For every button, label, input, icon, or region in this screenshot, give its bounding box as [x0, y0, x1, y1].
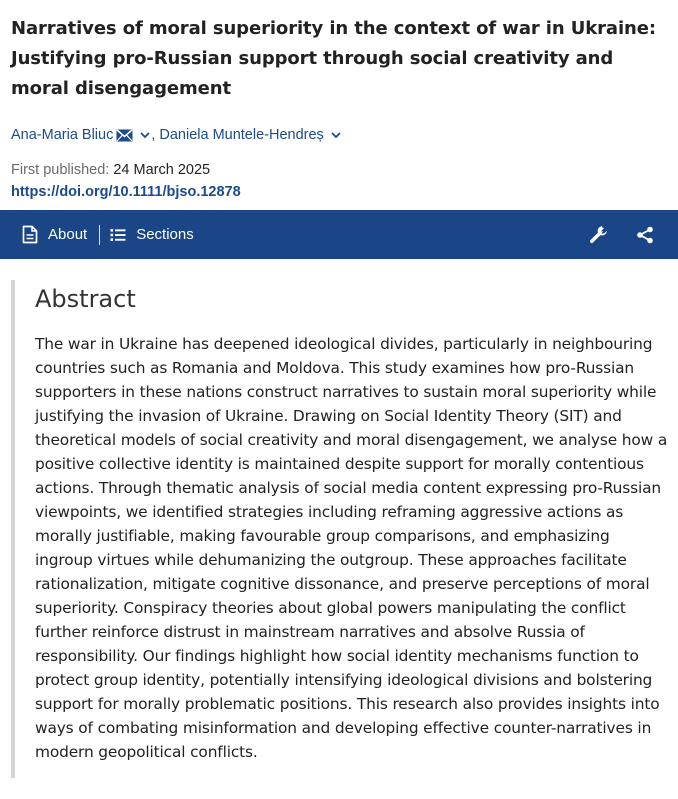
article-title: Narratives of moral superiority in the context of war in Ukraine: Justifying pro-Russian support through social creativity and moral disengagement	[11, 18, 656, 99]
sections-button[interactable]	[100, 210, 194, 259]
author-list	[11, 126, 667, 144]
list-icon	[110, 228, 126, 242]
about-button[interactable]	[0, 210, 99, 259]
wrench-icon[interactable]	[588, 224, 610, 246]
first-published-date: 24 March 2025	[113, 162, 211, 178]
abstract-section	[11, 280, 678, 778]
envelope-icon[interactable]	[116, 129, 133, 142]
publication-info	[11, 160, 667, 180]
toolbar-actions	[588, 224, 678, 246]
article-header	[0, 0, 678, 202]
abstract-heading: Abstract	[35, 285, 136, 313]
sections-label: Sections	[136, 226, 194, 243]
author-link[interactable]: Daniela Muntele-Hendreș	[159, 127, 324, 143]
chevron-down-icon[interactable]	[331, 131, 341, 139]
doi-link[interactable]: https://doi.org/10.1111/bjso.12878	[11, 184, 241, 200]
about-label: About	[48, 226, 88, 243]
document-icon	[22, 225, 38, 244]
share-icon[interactable]	[636, 226, 654, 244]
article-toolbar	[0, 210, 678, 259]
author-separator: ,	[151, 127, 156, 143]
toolbar-divider	[99, 225, 100, 245]
chevron-down-icon[interactable]	[140, 131, 150, 139]
abstract-body: The war in Ukraine has deepened ideological divides, particularly in neighbouring countries such as Romania and Moldova. This study examines how pro-Russian supporters in these nations construct narratives to sustain moral superiority while justifying the invasion of Ukraine. Drawing on Social Identity Theory (SIT) and theoretical models of social creativity and moral disengagement, we analyse how a positive collective identity is maintained despite support for morally contentious actions. Through thematic analysis of social media content expressing pro-Russian viewpoints, we identified strategies including reframing aggressive actions as morally justifiable, making favourable group comparisons, and emphasizing ingroup virtues while dehumanizing the outgroup. These approaches facilitate rationalization, mitigate cognitive dissonance, and preserve perceptions of moral superiority. Conspiracy theories about global powers manipulating the conflict further reinforce distrust in mainstream narratives and absolve Russia of responsibility. Our findings highlight how social identity mechanisms function to protect group identity, potentially intensifying ideological divisions and bolstering support for morally problematic positions. This research also provides insights into ways of combating misinformation and developing effective counter-narratives in modern geopolitical conflicts.	[35, 335, 668, 761]
first-published-label: First published:	[11, 162, 110, 178]
author-link[interactable]: Ana-Maria Bliuc	[11, 127, 114, 143]
